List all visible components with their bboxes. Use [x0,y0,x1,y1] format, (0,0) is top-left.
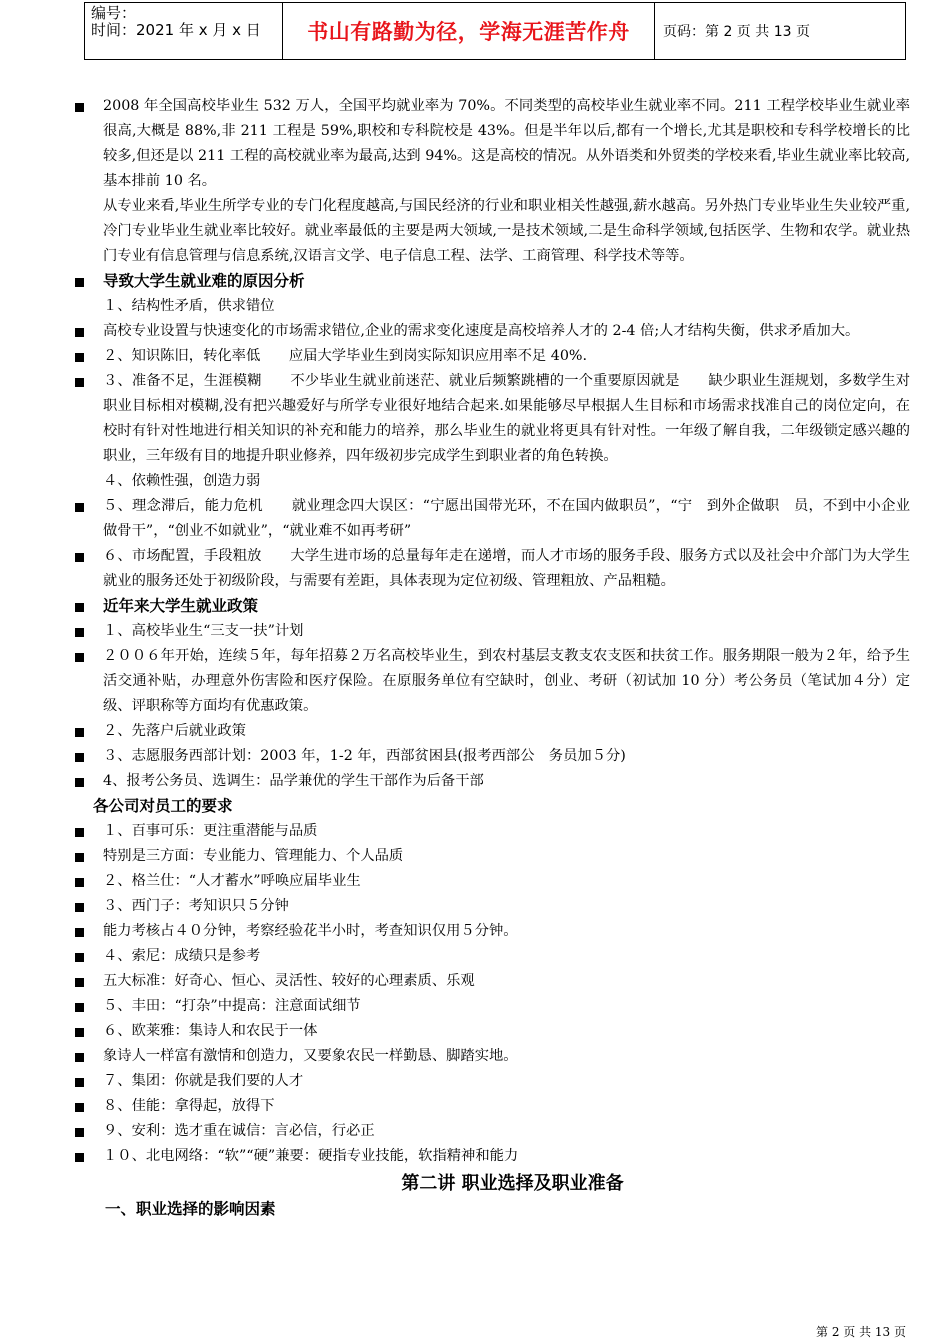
page-header [84,2,906,60]
header-page-number: 页码：第 2 页 共 13 页 [663,24,810,40]
square-bullet-icon [75,728,84,737]
paragraph-text: 能力考核占４０分钟，考察经验花半小时，考查知识仅用５分钟。 [103,923,518,939]
paragraph [75,869,910,894]
section-heading [75,594,910,619]
paragraph-text: ２、知识陈旧，转化率低 应届大学毕业生到岗实际知识应用率不足 40%. [103,348,588,364]
square-bullet-icon [75,978,84,987]
paragraph-text: 各公司对员工的要求 [93,797,233,815]
square-bullet-icon [75,903,84,912]
paragraph [75,1144,910,1169]
section-title: 一、职业选择的影响因素 [105,1200,276,1218]
section-heading [75,269,910,294]
square-bullet-icon [75,353,84,362]
paragraph [75,744,910,769]
header-motto: 书山有路勤为径，学海无涯苦作舟 [283,3,655,59]
paragraph-text: ４、索尼：成绩只是参考 [103,948,261,964]
page-footer: 第 2 页 共 13 页 [816,1325,906,1339]
square-bullet-icon [75,1128,84,1137]
paragraph-text: 导致大学生就业难的原因分析 [103,272,305,290]
paragraph [75,719,910,744]
paragraph-text: ９、安利：选才重在诚信：言必信，行必正 [103,1123,375,1139]
paragraph [75,344,910,369]
paragraph-text: 近年来大学生就业政策 [103,597,259,615]
square-bullet-icon [75,553,84,562]
document-body [75,94,910,1221]
square-bullet-icon [75,853,84,862]
paragraph-text: ６、市场配置，手段粗放 大学生进市场的总量每年走在递增，而人才市场的服务手段、服务方式以及社会中介部门为大学生就业的服务还处于初级阶段，与需要有差距，具体表现为定位初级、管理粗放、产品粗糙。 [103,548,910,589]
paragraph-text: 特别是三方面：专业能力、管理能力、个人品质 [103,848,404,864]
paragraph-text: ３、准备不足，生涯模糊 不少毕业生就业前迷茫、就业后频繁跳槽的一个重要原因就是 缺少职业生涯规划，多数学生对职业目标相对模糊,没有把兴趣爱好与所学专业很好地结合起来.如果能够尽早根据人生目标和市场需求找准自己的岗位定向，在校时有针对性地进行相关知识的补充和能力的培养，那么毕业生的就业将更具有针对性。一年级了解自我，二年级锁定感兴趣的职业，三年级有目的地提升职业修养，四年级初步完成学生到职业者的角色转换。 [103,373,910,464]
square-bullet-icon [75,828,84,837]
square-bullet-icon [75,1078,84,1087]
document-number-label: 编号： [91,4,137,22]
paragraph [75,1119,910,1144]
square-bullet-icon [75,878,84,887]
paragraph [75,969,910,994]
paragraph-text: ２、先落户后就业政策 [103,723,246,739]
paragraph-text: ５、丰田：“打杂”中提高：注意面试细节 [103,998,361,1014]
paragraph-text: １、结构性矛盾，供求错位 [103,298,275,314]
square-bullet-icon [75,628,84,637]
paragraph [75,994,910,1019]
lecture-title: 第二讲 职业选择及职业准备 [401,1173,624,1194]
paragraph [75,819,910,844]
paragraph-text: ３、西门子：考知识只５分钟 [103,898,289,914]
square-bullet-icon [75,953,84,962]
paragraph-text: 高校专业设置与快速变化的市场需求错位,企业的需求变化速度是高校培养人才的 2-4 倍;人才结构失衡，供求矛盾加大。 [103,323,860,339]
paragraph [75,844,910,869]
paragraph-text: 从专业来看,毕业生所学专业的专门化程度越高,与国民经济的行业和职业相关性越强,薪水越高。另外热门专业毕业生失业较严重,冷门专业毕业生就业率比较好。就业率最低的主要是两大领域,一是技术领域,二是生命科学领域,包括医学、生物和农学。就业热门专业有信息管理与信息系统,汉语言文学、电子信息工程、法学、工商管理、科学技术等等。 [103,198,910,264]
paragraph [75,469,910,494]
paragraph-text: 五大标准：好奇心、恒心、灵活性、较好的心理素质、乐观 [103,973,475,989]
square-bullet-icon [75,1103,84,1112]
paragraph-text: ３、志愿服务西部计划：2003 年，1-2 年，西部贫困县(报考西部公 务员加５分) [103,748,626,764]
paragraph-text: 4、报考公务员、选调生：品学兼优的学生干部作为后备干部 [103,773,484,789]
paragraph-text: 象诗人一样富有激情和创造力，又要象农民一样勤恳、脚踏实地。 [103,1048,518,1064]
square-bullet-icon [75,278,84,287]
paragraph [75,294,910,319]
square-bullet-icon [75,1053,84,1062]
paragraph [75,769,910,794]
paragraph-text: １、高校毕业生“三支一扶”计划 [103,623,304,639]
paragraph-text: ８、佳能：拿得起，放得下 [103,1098,275,1114]
square-bullet-icon [75,1003,84,1012]
section-heading [75,794,910,819]
square-bullet-icon [75,503,84,512]
paragraph-text: １０、北电网络：“软”“硬”兼要：硬指专业技能，软指精神和能力 [103,1148,519,1164]
paragraph-text: １、百事可乐：更注重潜能与品质 [103,823,318,839]
paragraph [75,919,910,944]
paragraph [75,894,910,919]
paragraph [75,1094,910,1119]
paragraph-text: ４、依赖性强，创造力弱 [103,473,261,489]
square-bullet-icon [75,1028,84,1037]
header-meta [85,3,283,59]
square-bullet-icon [75,928,84,937]
paragraph-text: ６、欧莱雅：集诗人和农民于一体 [103,1023,318,1039]
paragraph [75,194,910,269]
square-bullet-icon [75,753,84,762]
paragraph [75,1019,910,1044]
paragraph [75,644,910,719]
paragraph [75,94,910,194]
square-bullet-icon [75,653,84,662]
square-bullet-icon [75,103,84,112]
paragraph [75,1044,910,1069]
paragraph-text: ２、格兰仕：“人才蓄水”呼唤应届毕业生 [103,873,361,889]
square-bullet-icon [75,328,84,337]
square-bullet-icon [75,778,84,787]
paragraph [75,369,910,469]
paragraph [75,619,910,644]
paragraph [75,1069,910,1094]
paragraph-text: ７、集团：你就是我们要的人才 [103,1073,304,1089]
paragraph [75,544,910,594]
document-date-label: 时间：2021 年 x 月 x 日 [91,21,261,39]
square-bullet-icon [75,603,84,612]
paragraph [75,494,910,544]
paragraph [75,319,910,344]
square-bullet-icon [75,378,84,387]
paragraph-text: ５、理念滞后，能力危机 就业理念四大误区：“宁愿出国带光环，不在国内做职员”，“宁 到外企做职 员，不到中小企业做骨干”，“创业不如就业”，“就业难不如再考研” [103,498,910,539]
paragraph-text: 2008 年全国高校毕业生 532 万人，全国平均就业率为 70%。不同类型的高校毕业生就业率不同。211 工程学校毕业生就业率很高,大概是 88%,非 211 工程是 59%,职校和专科院校是 43%。但是半年以后,都有一个增长,尤其是职校和专科学校增长的比较多,但还是以 211 工程的高校就业率为最高,达到 94%。这是高校的情况。从外语类和外贸类的学校来看,毕业生就业率比较高,基本排前 10 名。 [103,98,910,189]
square-bullet-icon [75,1153,84,1162]
paragraph [75,944,910,969]
paragraph-text: ２００６年开始，连续５年，每年招募２万名高校毕业生，到农村基层支教支农支医和扶贫工作。服务期限一般为２年，给予生活交通补贴，办理意外伤害险和医疗保险。在原服务单位有空缺时，创业、考研（初试加 10 分）考公务员（笔试加４分）定级、评职称等方面均有优惠政策。 [103,648,910,714]
